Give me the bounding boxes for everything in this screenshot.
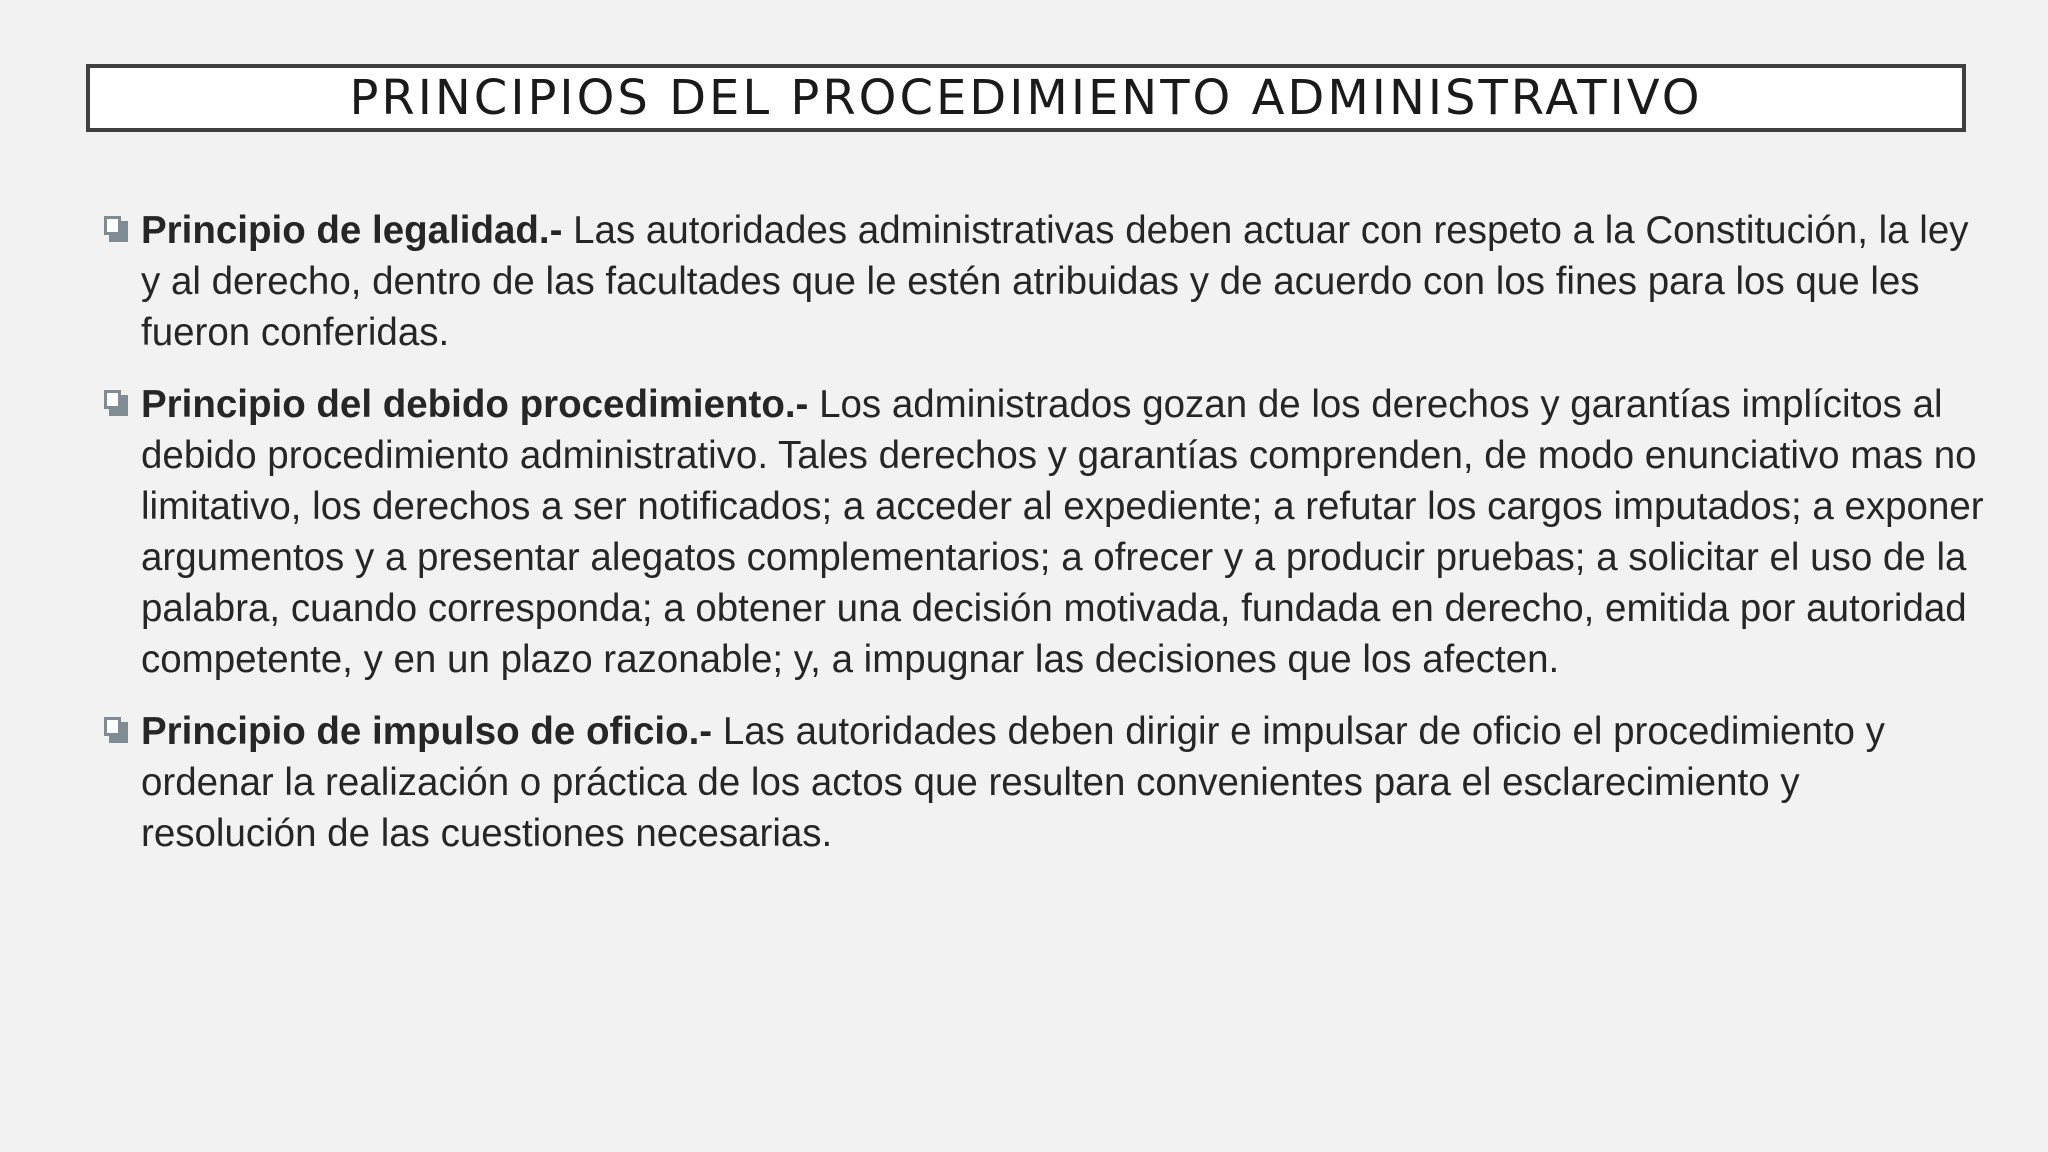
title-box [86,64,1966,132]
item-body: Las autoridades deben dirigir e impulsar de oficio el procedimiento y ordenar la realización o práctica de los actos que resulten convenientes para el esclarecimiento y resolución de las cuestiones necesarias. [141,710,1885,855]
page-title: PRINCIPIOS DEL PROCEDIMIENTO ADMINISTRATIVO [349,70,1703,126]
principles-list [104,205,1984,880]
checkbox-square-icon [104,216,128,242]
item-body: Las autoridades administrativas deben actuar con respeto a la Constitución, la ley y al derecho, dentro de las facultades que le estén atribuidas y de acuerdo con los fines para los que les fueron conferidas. [141,209,1969,354]
checkbox-square-icon [104,717,128,743]
item-body: Los administrados gozan de los derechos y garantías implícitos al debido procedimiento administrativo. Tales derechos y garantías comprenden, de modo enunciativo mas no limitativo, los derechos a ser notificados; a acceder al expediente; a refutar los cargos imputados; a exponer argumentos y a presentar alegatos complementarios; a ofrecer y a producir pruebas; a solicitar el uso de la palabra, cuando corresponda; a obtener una decisión motivada, fundada en derecho, emitida por autoridad competente, y en un plazo razonable; y, a impugnar las decisiones que los afecten. [141,383,1984,681]
item-heading: Principio del debido procedimiento.- [141,383,809,426]
list-item-impulso-de-oficio [104,706,1984,859]
item-heading: Principio de impulso de oficio.- [141,710,713,753]
list-item-debido-procedimiento [104,379,1984,685]
list-item-legalidad [104,205,1984,358]
item-heading: Principio de legalidad.- [141,209,563,252]
checkbox-square-icon [104,390,128,416]
